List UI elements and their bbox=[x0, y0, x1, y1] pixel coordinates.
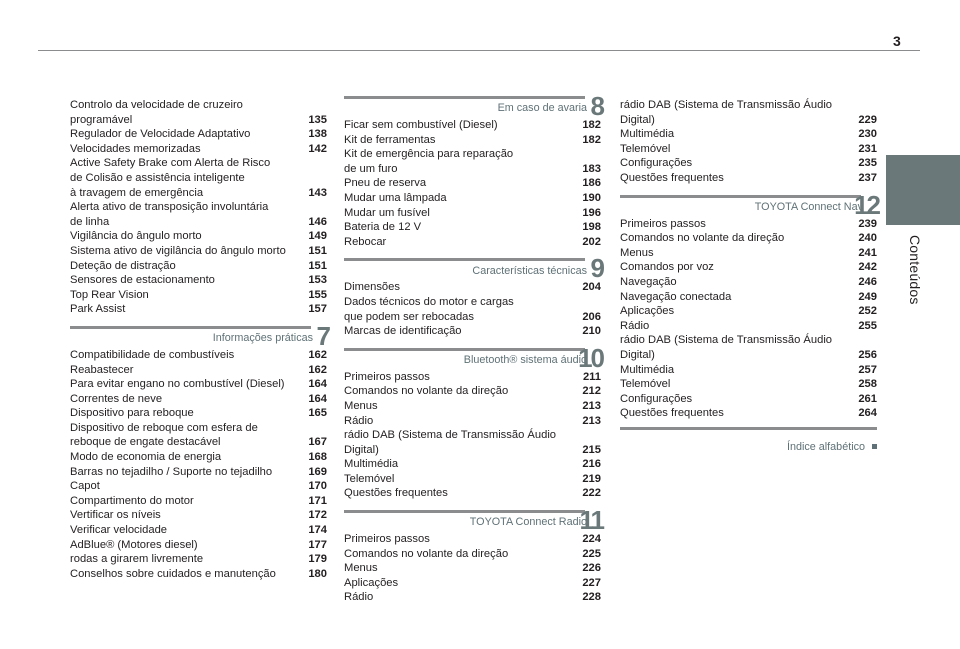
toc-entry-title[interactable]: Questões frequentes bbox=[620, 407, 724, 420]
section-number: 7 bbox=[316, 320, 329, 351]
toc-entry-title[interactable]: Primeiros passos bbox=[620, 217, 706, 230]
toc-entry-title[interactable]: Aplicações bbox=[344, 576, 399, 589]
toc-entry[interactable] bbox=[70, 229, 327, 244]
toc-entry-title[interactable]: Telemóvel bbox=[620, 142, 671, 155]
section-number: 12 bbox=[854, 189, 879, 220]
toc-entry-title[interactable]: Controlo da velocidade de cruzeiro bbox=[70, 99, 243, 111]
toc-entry-title[interactable]: Bateria de 12 V bbox=[344, 221, 422, 234]
toc-entry-title[interactable]: rádio DAB (Sistema de Transmissão Áudio bbox=[620, 99, 833, 111]
toc-entry-title[interactable]: Vertificar os níveis bbox=[70, 509, 161, 522]
toc-entry-page[interactable]: 222 bbox=[582, 487, 601, 500]
toc-entry-page[interactable]: 231 bbox=[858, 142, 877, 155]
toc-entry[interactable] bbox=[70, 435, 327, 450]
toc-column-2 bbox=[344, 92, 601, 605]
toc-entry[interactable] bbox=[70, 288, 327, 303]
toc-entry-page[interactable]: 198 bbox=[582, 221, 601, 234]
toc-entry-title[interactable]: programável bbox=[70, 113, 133, 126]
toc-entry-page[interactable]: 190 bbox=[582, 191, 601, 204]
toc-entry[interactable] bbox=[620, 171, 877, 186]
toc-entry-page[interactable]: 138 bbox=[308, 128, 327, 141]
section-number: 8 bbox=[590, 91, 603, 121]
toc-entry[interactable] bbox=[344, 486, 601, 501]
toc-entry[interactable] bbox=[70, 259, 327, 274]
toc-entry[interactable] bbox=[344, 191, 601, 206]
section-rule bbox=[620, 427, 877, 430]
toc-entry[interactable] bbox=[344, 384, 601, 399]
toc-list bbox=[70, 98, 327, 317]
toc-entry-page[interactable]: 246 bbox=[858, 275, 877, 288]
toc-entry[interactable] bbox=[620, 319, 877, 334]
toc-entry-page[interactable]: 204 bbox=[582, 281, 601, 294]
toc-entry[interactable] bbox=[620, 363, 877, 378]
toc-entry[interactable] bbox=[70, 406, 327, 421]
toc-entry-title[interactable]: de Colisão e assistência inteligente bbox=[70, 171, 245, 184]
toc-entry-page[interactable]: 215 bbox=[582, 443, 601, 456]
toc-entry-page[interactable]: 257 bbox=[858, 363, 877, 376]
toc-entry-title[interactable]: de linha bbox=[70, 215, 110, 228]
toc-entry-page[interactable]: 255 bbox=[858, 319, 877, 332]
toc-entry[interactable] bbox=[344, 576, 601, 591]
toc-entry[interactable] bbox=[70, 377, 327, 392]
toc-entry[interactable] bbox=[70, 244, 327, 259]
toc-entry-page[interactable]: 227 bbox=[582, 576, 601, 589]
toc-entry-title[interactable]: Digital) bbox=[620, 113, 655, 126]
section-title: TOYOTA Connect Nav bbox=[754, 200, 863, 213]
toc-entry[interactable] bbox=[344, 118, 601, 133]
toc-entry-title[interactable]: Menus bbox=[620, 246, 654, 259]
toc-entry[interactable] bbox=[70, 538, 327, 553]
toc-entry-page[interactable]: 202 bbox=[582, 235, 601, 248]
section-rule bbox=[70, 326, 311, 329]
toc-entry-title[interactable]: Pneu de reserva bbox=[344, 177, 427, 190]
toc-entry-page[interactable]: 196 bbox=[582, 206, 601, 219]
toc-entry-page[interactable]: 157 bbox=[308, 303, 327, 316]
toc-entry-title[interactable]: à travagem de emergência bbox=[70, 186, 204, 199]
toc-entry[interactable] bbox=[70, 523, 327, 538]
toc-entry-title[interactable]: Mudar uma lâmpada bbox=[344, 191, 447, 204]
toc-entry[interactable] bbox=[344, 206, 601, 221]
toc-entry[interactable] bbox=[620, 406, 877, 421]
toc-entry[interactable] bbox=[344, 472, 601, 487]
toc-entry[interactable] bbox=[344, 235, 601, 250]
toc-entry[interactable] bbox=[344, 280, 601, 295]
toc-entry[interactable] bbox=[70, 392, 327, 407]
index-label[interactable]: Índice alfabético bbox=[786, 440, 865, 453]
toc-entry-title[interactable]: Conselhos sobre cuidados e manutenção bbox=[70, 567, 276, 580]
toc-entry-title[interactable]: Menus bbox=[344, 399, 378, 412]
toc-entry-title[interactable]: Multimédia bbox=[620, 363, 675, 376]
section-title: Em caso de avaria bbox=[497, 102, 587, 115]
toc-entry[interactable] bbox=[344, 370, 601, 385]
toc-entry-page[interactable]: 180 bbox=[308, 567, 327, 580]
toc-entry[interactable] bbox=[70, 98, 327, 113]
toc-entry-page[interactable]: 151 bbox=[308, 244, 327, 257]
toc-entry[interactable] bbox=[70, 494, 327, 509]
toc-entry[interactable] bbox=[344, 428, 601, 443]
toc-entry-page[interactable]: 241 bbox=[858, 246, 877, 259]
index-link[interactable] bbox=[620, 427, 877, 457]
toc-entry-title[interactable]: Dispositivo de reboque com esfera de bbox=[70, 421, 258, 434]
toc-entry-title[interactable]: Rádio bbox=[620, 319, 650, 332]
toc-entry-title[interactable]: Primeiros passos bbox=[344, 533, 430, 546]
toc-entry-title[interactable]: Comandos no volante da direção bbox=[344, 547, 509, 560]
toc-entry[interactable] bbox=[620, 217, 877, 232]
toc-entry-page[interactable]: 135 bbox=[308, 113, 327, 126]
toc-entry-title[interactable]: Menus bbox=[344, 562, 378, 575]
toc-entry-title[interactable]: rodas a girarem livremente bbox=[70, 553, 204, 566]
toc-entry-page[interactable]: 162 bbox=[308, 348, 327, 361]
toc-entry-title[interactable]: Ficar sem combustível (Diesel) bbox=[344, 119, 498, 131]
toc-entry-title[interactable]: Mudar um fusível bbox=[344, 206, 430, 219]
toc-entry[interactable] bbox=[70, 215, 327, 230]
toc-entry-page[interactable]: 206 bbox=[582, 310, 601, 323]
toc-entry[interactable] bbox=[344, 220, 601, 235]
toc-entry[interactable] bbox=[620, 290, 877, 305]
toc-entry[interactable] bbox=[70, 127, 327, 142]
toc-entry-title[interactable]: Regulador de Velocidade Adaptativo bbox=[70, 128, 251, 141]
toc-entry[interactable] bbox=[70, 156, 327, 171]
toc-entry-title[interactable]: Telemóvel bbox=[620, 378, 671, 391]
toc-entry-page[interactable]: 143 bbox=[308, 186, 327, 199]
toc-entry-page[interactable]: 212 bbox=[582, 385, 601, 398]
toc-entry-title[interactable]: Sistema ativo de vigilância do ângulo morto bbox=[70, 244, 286, 257]
toc-entry-page[interactable]: 261 bbox=[858, 392, 877, 405]
toc-entry-page[interactable]: 167 bbox=[308, 436, 327, 449]
toc-entry-page[interactable]: 230 bbox=[858, 128, 877, 141]
toc-entry-title[interactable]: Telemóvel bbox=[344, 472, 395, 485]
toc-entry-title[interactable]: Comandos por voz bbox=[620, 261, 714, 274]
toc-entry[interactable] bbox=[70, 567, 327, 582]
toc-entry-title[interactable]: Kit de emergência para reparação bbox=[344, 148, 514, 161]
toc-entry-title[interactable]: Digital) bbox=[344, 443, 379, 456]
toc-entry-page[interactable]: 240 bbox=[858, 232, 877, 245]
toc-entry-page[interactable]: 153 bbox=[308, 274, 327, 287]
toc-entry-page[interactable]: 242 bbox=[858, 261, 877, 274]
section-rule bbox=[344, 510, 585, 513]
toc-entry[interactable] bbox=[344, 457, 601, 472]
toc-entry-page[interactable]: 237 bbox=[858, 171, 877, 184]
toc-entry-page[interactable]: 186 bbox=[582, 177, 601, 190]
toc-entry-page[interactable]: 229 bbox=[858, 113, 877, 126]
toc-entry-title[interactable]: Rádio bbox=[344, 591, 374, 604]
section-header-11 bbox=[344, 505, 603, 536]
toc-entry-title[interactable]: Correntes de neve bbox=[70, 392, 163, 405]
toc-entry-title[interactable]: Deteção de distração bbox=[70, 259, 176, 272]
toc-entry[interactable] bbox=[344, 147, 601, 162]
toc-entry-title[interactable]: Sensores de estacionamento bbox=[70, 274, 215, 287]
side-tab-marker bbox=[886, 155, 960, 225]
toc-entry-page[interactable]: 213 bbox=[582, 399, 601, 412]
toc-entry[interactable] bbox=[70, 302, 327, 317]
toc-entry-page[interactable]: 151 bbox=[308, 259, 327, 272]
toc-entry-page[interactable]: 249 bbox=[858, 290, 877, 303]
toc-entry-title[interactable]: que podem ser rebocadas bbox=[344, 310, 474, 323]
toc-entry[interactable] bbox=[70, 200, 327, 215]
toc-entry-title[interactable]: Navegação bbox=[620, 275, 677, 288]
toc-column-1 bbox=[70, 98, 327, 581]
toc-entry-title[interactable]: Vigilância do ângulo morto bbox=[70, 230, 202, 243]
toc-list bbox=[70, 348, 327, 582]
toc-entry-title[interactable]: Alerta ativo de transposição involuntária bbox=[70, 201, 269, 214]
toc-entry-page[interactable]: 168 bbox=[308, 451, 327, 464]
side-label: Conteúdos bbox=[907, 235, 923, 305]
toc-entry[interactable] bbox=[620, 333, 877, 348]
toc-entry-page[interactable]: 213 bbox=[582, 414, 601, 427]
section-header-9 bbox=[344, 253, 603, 284]
toc-entry[interactable] bbox=[70, 113, 327, 128]
toc-entry-page[interactable]: 179 bbox=[308, 553, 327, 566]
toc-entry[interactable] bbox=[620, 275, 877, 290]
toc-entry[interactable] bbox=[620, 260, 877, 275]
toc-entry-page[interactable]: 182 bbox=[582, 119, 601, 131]
toc-entry-title[interactable]: Rádio bbox=[344, 414, 374, 427]
section-title: Características técnicas bbox=[472, 264, 587, 277]
toc-column-3 bbox=[620, 98, 877, 457]
section-header-7 bbox=[70, 320, 329, 351]
toc-entry[interactable] bbox=[620, 304, 877, 319]
toc-entry-title[interactable]: Park Assist bbox=[70, 303, 126, 316]
toc-entry[interactable] bbox=[344, 532, 601, 547]
toc-entry-title[interactable]: Primeiros passos bbox=[344, 370, 430, 383]
toc-entry-page[interactable]: 155 bbox=[308, 288, 327, 301]
toc-entry-title[interactable]: Modo de economia de energia bbox=[70, 451, 222, 464]
toc-entry[interactable] bbox=[70, 479, 327, 494]
toc-entry-page[interactable]: 211 bbox=[582, 370, 601, 383]
toc-entry-title[interactable]: Kit de ferramentas bbox=[344, 133, 436, 146]
toc-entry-page[interactable]: 252 bbox=[858, 305, 877, 318]
toc-entry[interactable] bbox=[344, 133, 601, 148]
section-number: 10 bbox=[578, 342, 603, 373]
toc-entry-page[interactable]: 225 bbox=[582, 547, 601, 560]
toc-entry[interactable] bbox=[344, 547, 601, 562]
toc-entry-page[interactable]: 177 bbox=[308, 538, 327, 551]
toc-entry[interactable] bbox=[620, 156, 877, 171]
toc-entry-page[interactable]: 210 bbox=[582, 325, 601, 338]
toc-entry[interactable] bbox=[70, 273, 327, 288]
toc-list bbox=[344, 118, 601, 249]
toc-list bbox=[344, 370, 601, 501]
page-number: 3 bbox=[893, 33, 901, 49]
toc-entry-title[interactable]: Compartimento do motor bbox=[70, 494, 194, 507]
toc-entry[interactable] bbox=[344, 561, 601, 576]
section-title: Bluetooth® sistema áudio bbox=[463, 354, 587, 367]
toc-entry-title[interactable]: Compatibilidade de combustíveis bbox=[70, 348, 235, 361]
toc-entry-page[interactable]: 183 bbox=[582, 162, 601, 175]
toc-entry-title[interactable]: Dados técnicos do motor e cargas bbox=[344, 295, 514, 308]
toc-entry-title[interactable]: Multimédia bbox=[344, 458, 399, 471]
toc-entry-page[interactable]: 264 bbox=[858, 407, 877, 420]
section-number: 9 bbox=[590, 253, 603, 284]
toc-entry-title[interactable]: Barras no tejadilho / Suporte no tejadilho bbox=[70, 465, 273, 478]
toc-entry-title[interactable]: de um furo bbox=[344, 162, 398, 175]
toc-entry[interactable] bbox=[620, 127, 877, 142]
toc-entry[interactable] bbox=[344, 399, 601, 414]
toc-entry-page[interactable]: 172 bbox=[308, 509, 327, 522]
toc-entry[interactable] bbox=[70, 508, 327, 523]
toc-entry-title[interactable]: Dimensões bbox=[344, 281, 400, 294]
toc-entry-title[interactable]: Reabastecer bbox=[70, 363, 134, 376]
toc-entry[interactable] bbox=[344, 414, 601, 429]
toc-entry-title[interactable]: Configurações bbox=[620, 392, 693, 405]
toc-entry-page[interactable]: 216 bbox=[582, 458, 601, 471]
toc-entry[interactable] bbox=[620, 348, 877, 363]
toc-entry-page[interactable]: 142 bbox=[308, 142, 327, 155]
toc-entry[interactable] bbox=[70, 363, 327, 378]
toc-entry-title[interactable]: Configurações bbox=[620, 157, 693, 170]
toc-entry-page[interactable]: 170 bbox=[308, 480, 327, 493]
toc-entry-page[interactable]: 164 bbox=[308, 392, 327, 405]
toc-list bbox=[344, 532, 601, 605]
section-number: 11 bbox=[579, 505, 603, 536]
toc-entry-title[interactable]: AdBlue® (Motores diesel) bbox=[70, 538, 198, 551]
header-rule bbox=[38, 50, 920, 51]
toc-entry[interactable] bbox=[70, 142, 327, 157]
toc-entry-title[interactable]: Questões frequentes bbox=[620, 171, 724, 184]
toc-entry-title[interactable]: Rebocar bbox=[344, 235, 387, 248]
toc-entry[interactable] bbox=[70, 171, 327, 186]
section-rule bbox=[344, 96, 585, 99]
toc-entry[interactable] bbox=[70, 421, 327, 436]
toc-entry[interactable] bbox=[344, 590, 601, 605]
toc-entry-title[interactable]: Capot bbox=[70, 480, 100, 493]
toc-entry-page[interactable]: 174 bbox=[308, 524, 327, 537]
toc-entry-title[interactable]: Dispositivo para reboque bbox=[70, 407, 194, 420]
toc-entry[interactable] bbox=[344, 176, 601, 191]
section-header-12 bbox=[620, 189, 879, 220]
toc-entry-page[interactable]: 258 bbox=[858, 378, 877, 391]
toc-entry[interactable] bbox=[620, 231, 877, 246]
toc-entry[interactable] bbox=[344, 443, 601, 458]
toc-entry-title[interactable]: Multimédia bbox=[620, 128, 675, 141]
toc-entry-title[interactable]: Marcas de identificação bbox=[344, 325, 462, 338]
toc-entry-page[interactable]: 162 bbox=[308, 363, 327, 376]
toc-entry-title[interactable]: rádio DAB (Sistema de Transmissão Áudio bbox=[620, 334, 833, 347]
toc-entry-title[interactable]: reboque de engate destacável bbox=[70, 436, 221, 449]
toc-entry-title[interactable]: Comandos no volante da direção bbox=[620, 232, 785, 245]
toc-entry[interactable] bbox=[344, 324, 601, 339]
section-title: TOYOTA Connect Radio bbox=[469, 516, 587, 529]
toc-entry-title[interactable]: rádio DAB (Sistema de Transmissão Áudio bbox=[344, 429, 557, 442]
toc-entry-page[interactable]: 171 bbox=[308, 494, 327, 507]
toc-entry[interactable] bbox=[620, 392, 877, 407]
toc-entry-page[interactable]: 228 bbox=[582, 591, 601, 604]
toc-entry-page[interactable]: 219 bbox=[582, 472, 601, 485]
toc-list bbox=[620, 98, 877, 186]
toc-entry[interactable] bbox=[70, 465, 327, 480]
toc-entry-page[interactable]: 149 bbox=[308, 230, 327, 243]
square-bullet-icon bbox=[872, 444, 877, 449]
section-header-10 bbox=[344, 342, 603, 373]
toc-entry[interactable] bbox=[620, 98, 877, 113]
toc-entry-page[interactable]: 226 bbox=[582, 562, 601, 575]
toc-entry[interactable] bbox=[620, 246, 877, 261]
toc-entry-page[interactable]: 224 bbox=[582, 533, 601, 546]
toc-entry[interactable] bbox=[620, 142, 877, 157]
section-rule bbox=[344, 258, 585, 261]
toc-entry-title[interactable]: Navegação conectada bbox=[620, 290, 732, 303]
toc-entry-page[interactable]: 169 bbox=[308, 465, 327, 478]
toc-entry-title[interactable]: Velocidades memorizadas bbox=[70, 142, 201, 155]
toc-entry-title[interactable]: Top Rear Vision bbox=[70, 288, 149, 301]
toc-entry-title[interactable]: Comandos no volante da direção bbox=[344, 385, 509, 398]
section-header-8 bbox=[344, 91, 603, 121]
toc-entry-page[interactable]: 146 bbox=[308, 215, 327, 228]
section-title: Informações práticas bbox=[212, 332, 313, 345]
toc-entry[interactable] bbox=[70, 450, 327, 465]
toc-entry[interactable] bbox=[344, 295, 601, 310]
toc-entry[interactable] bbox=[70, 552, 327, 567]
toc-entry-page[interactable]: 235 bbox=[858, 157, 877, 170]
toc-entry-title[interactable]: Active Safety Brake com Alerta de Risco bbox=[70, 157, 271, 170]
toc-entry-page[interactable]: 256 bbox=[858, 348, 877, 361]
toc-entry-page[interactable]: 239 bbox=[858, 217, 877, 230]
toc-entry-title[interactable]: Para evitar engano no combustível (Diesel) bbox=[70, 378, 285, 391]
section-rule bbox=[620, 195, 861, 198]
toc-entry[interactable] bbox=[70, 186, 327, 201]
toc-entry[interactable] bbox=[344, 162, 601, 177]
toc-entry-title[interactable]: Questões frequentes bbox=[344, 487, 448, 500]
toc-list bbox=[344, 280, 601, 338]
toc-entry-title[interactable]: Digital) bbox=[620, 348, 655, 361]
toc-entry-title[interactable]: Verificar velocidade bbox=[70, 524, 168, 537]
toc-entry[interactable] bbox=[344, 310, 601, 325]
toc-entry-page[interactable]: 165 bbox=[308, 407, 327, 420]
toc-list bbox=[620, 217, 877, 421]
toc-entry[interactable] bbox=[70, 348, 327, 363]
toc-entry[interactable] bbox=[620, 113, 877, 128]
toc-entry-title[interactable]: Aplicações bbox=[620, 305, 675, 318]
toc-entry-page[interactable]: 182 bbox=[582, 133, 601, 146]
toc-entry[interactable] bbox=[620, 377, 877, 392]
toc-entry-page[interactable]: 164 bbox=[308, 378, 327, 391]
section-rule bbox=[344, 348, 585, 351]
